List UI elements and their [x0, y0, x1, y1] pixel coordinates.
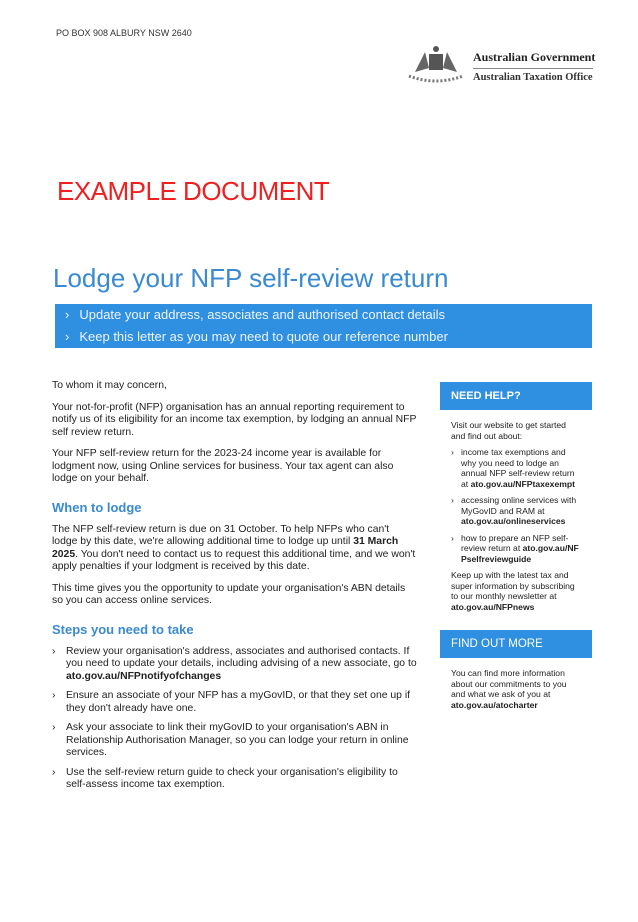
banner-line [55, 304, 592, 326]
chevron-icon: › [65, 329, 70, 344]
list-item [52, 767, 417, 792]
chevron-icon: › [451, 447, 454, 457]
due-date: 31 March 2025 [52, 536, 399, 560]
chevron-icon: › [52, 722, 56, 733]
logo-divider [473, 68, 593, 69]
paragraph: This time gives you the opportunity to update your organisation's ABN details so you can access online services. [52, 582, 406, 606]
paragraph: Your not-for-profit (NFP) organisation has an annual reporting requirement to notify us of its eligibility for an income tax exemption, by lodging an annual NFP self review return. [52, 401, 417, 438]
banner-text: Keep this letter as you may need to quote our reference number [79, 329, 448, 344]
list-item [52, 722, 417, 760]
chevron-icon: › [451, 532, 454, 543]
more-text [451, 668, 582, 710]
return-address: PO BOX 908 ALBURY NSW 2640 [56, 28, 192, 38]
logo-government: Australian Government [473, 50, 596, 64]
link[interactable]: ato.gov.au/NFPselfreviewguide [461, 543, 579, 564]
text: You can find more information about our commitments to you and what we ask of you at [451, 668, 567, 699]
link[interactable]: ato.gov.au/onlineservices [461, 516, 566, 526]
logo-ato: Australian Taxation Office [473, 72, 593, 83]
text: Use the self-review return guide to check your organisation's eligibility to self-assess income tax exemption. [66, 766, 398, 790]
help-intro: Visit our website to get started and find out about: [451, 420, 566, 441]
paragraph [52, 524, 417, 574]
list-item [52, 690, 417, 715]
text: income tax exemptions and why you need to lodge an annual NFP self-review return at [461, 447, 575, 489]
chevron-icon: › [65, 307, 70, 322]
steps-heading: Steps you need to take [52, 621, 194, 637]
text: Ensure an associate of your NFP has a myGovID, or that they set one up if they don't already have one. [66, 690, 411, 714]
chevron-icon: › [451, 495, 454, 505]
page-title: Lodge your NFP self-review return [53, 263, 449, 293]
need-help-body [440, 410, 592, 612]
list-item [52, 646, 417, 684]
text: The NFP self-review return is due on 31 October. To help NFPs who can't lodge by this date, we're allowing additional time to lodge up until [52, 523, 390, 547]
find-out-more-body [440, 658, 592, 710]
link[interactable]: ato.gov.au/atocharter [451, 699, 538, 710]
example-watermark: EXAMPLE DOCUMENT [57, 176, 330, 206]
text: Review your organisation's address, associates and authorised contacts. If you need to update your details, including advising of a new associate, go to [66, 645, 417, 669]
coat-of-arms-icon [405, 42, 467, 88]
need-help-heading: NEED HELP? [440, 382, 592, 410]
salutation: To whom it may concern, [52, 380, 167, 391]
text: Ask your associate to link their myGovID to your organisation's ABN in Relationship Authorisation Manager, so you can lodge your return in online services. [66, 722, 409, 758]
newsletter-text [451, 570, 582, 612]
chevron-icon: › [52, 645, 56, 657]
chevron-icon: › [52, 690, 56, 701]
text: accessing online services with MyGovID and RAM at [461, 495, 577, 516]
link[interactable]: ato.gov.au/NFPnews [451, 601, 535, 612]
banner-line [55, 326, 592, 348]
steps-list [52, 646, 417, 792]
text: . You don't need to contact us to request this additional time, and we won't apply penalties if your lodgment is received by this date. [52, 548, 416, 572]
list-item [451, 447, 582, 489]
text: Keep up with the latest tax and super information by subscribing to our monthly newsletter at [451, 570, 575, 601]
list-item [451, 533, 582, 565]
sidebar [440, 382, 592, 716]
list-item [451, 495, 582, 527]
chevron-icon: › [52, 766, 56, 778]
link[interactable]: ato.gov.au/NFPtaxexempt [470, 478, 575, 489]
text: how to prepare an NFP self-review return at [461, 532, 569, 553]
letter-body [52, 380, 417, 799]
action-banner [55, 304, 592, 348]
link[interactable]: ato.gov.au/NFPnotifyofchanges [66, 670, 222, 682]
banner-text: Update your address, associates and authorised contact details [79, 307, 446, 322]
ato-logo [405, 42, 630, 90]
paragraph: Your NFP self-review return for the 2023-24 income year is available for lodgment now, using Online services for business. Your tax agent can also lodge on your behalf. [52, 448, 394, 484]
find-out-more-heading: FIND OUT MORE [440, 630, 592, 658]
when-heading: When to lodge [52, 499, 142, 515]
help-list [451, 447, 582, 564]
